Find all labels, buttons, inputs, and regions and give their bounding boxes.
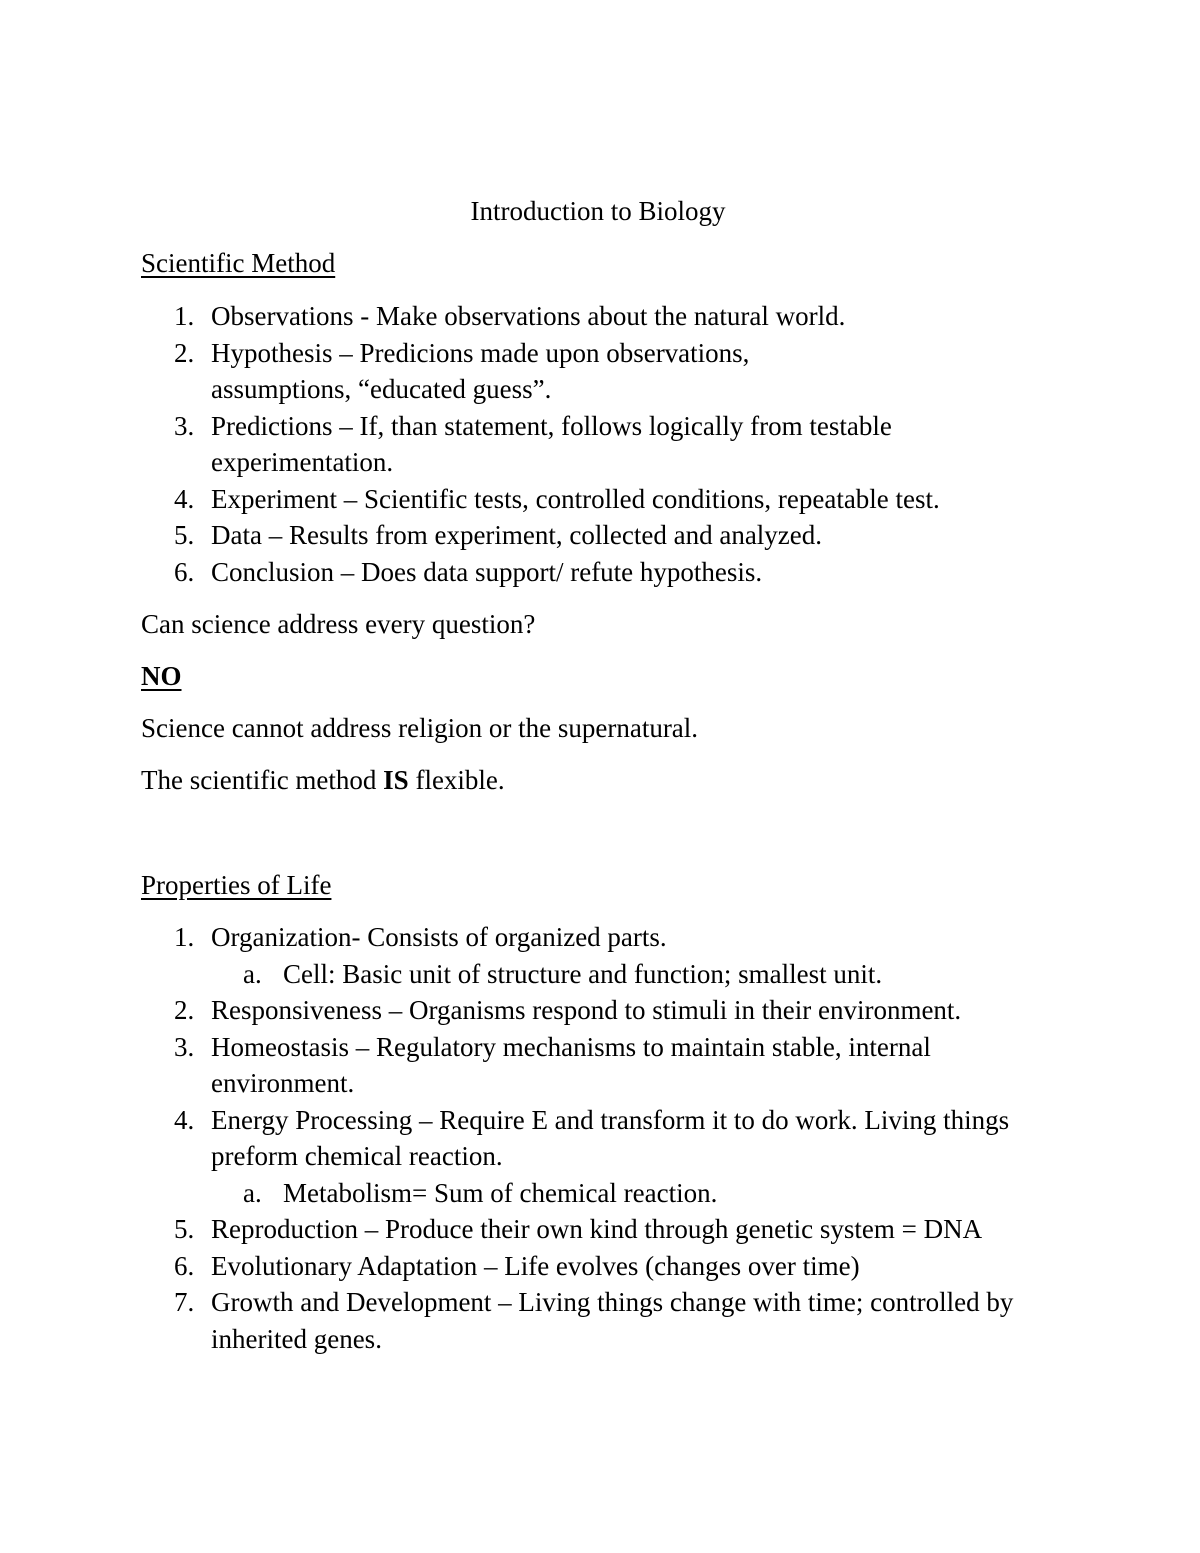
list-item	[0, 1211, 1060, 1248]
list-item	[0, 1029, 1060, 1102]
list-item	[0, 408, 1060, 481]
page-title: Introduction to Biology	[470, 196, 726, 226]
list-item-number: 4.	[174, 483, 195, 514]
list-item-number: 5.	[174, 1214, 195, 1244]
list-item-text: Organization- Consists of organized parts.	[211, 922, 667, 952]
sub-list-item	[211, 1175, 1010, 1212]
flexible-text-after: flexible.	[408, 765, 505, 795]
list-item-number: 3.	[174, 1031, 195, 1062]
list-item-text: Evolutionary Adaptation – Life evolves (changes over time)	[211, 1250, 860, 1281]
flexible-text-before: The scientific method	[141, 765, 384, 795]
list-item-number: 2.	[174, 337, 195, 368]
list-item-number: 4.	[174, 1104, 195, 1135]
list-item-text: Predictions – If, than statement, follows logically from testable experimentation.	[211, 410, 892, 477]
sub-list-item-text: Cell: Basic unit of structure and function; smallest unit.	[283, 958, 883, 989]
list-item	[0, 554, 1060, 591]
list-item-number: 3.	[174, 410, 195, 441]
list-item-text: Observations - Make observations about the natural world.	[211, 301, 846, 331]
list-item-text: Experiment – Scientific tests, controlled conditions, repeatable test.	[211, 483, 940, 514]
list-item	[0, 919, 1060, 992]
question-text: Can science address every question?	[141, 609, 536, 639]
scientific-method-list	[0, 298, 1060, 590]
flexible-emphasis: IS	[383, 765, 409, 795]
list-item	[0, 335, 1060, 408]
list-item	[0, 1248, 1060, 1285]
list-item	[0, 481, 1060, 518]
answer-text	[141, 658, 182, 695]
list-item	[0, 517, 1060, 554]
list-item	[0, 1102, 1060, 1212]
list-item-number: 1.	[174, 301, 195, 331]
list-item-number: 5.	[174, 520, 195, 550]
properties-of-life-list	[0, 919, 1060, 1357]
religion-statement: Science cannot address religion or the supernatural.	[141, 713, 699, 743]
list-item	[0, 1284, 1060, 1357]
list-item-text: Hypothesis – Predicions made upon observations, assumptions, “educated guess”.	[211, 337, 750, 404]
sub-list-item-letter: a.	[243, 1177, 262, 1208]
list-item-text: Reproduction – Produce their own kind through genetic system = DNA	[211, 1214, 983, 1244]
answer-no: NO	[141, 661, 182, 691]
sub-list-item-text: Metabolism= Sum of chemical reaction.	[283, 1177, 718, 1208]
list-item-text: Data – Results from experiment, collected and analyzed.	[211, 520, 823, 550]
section-heading-scientific-method: Scientific Method	[141, 248, 336, 278]
list-item-number: 6.	[174, 1250, 195, 1281]
list-item-text: Conclusion – Does data support/ refute hypothesis.	[211, 556, 763, 587]
sub-list	[211, 956, 1060, 993]
flexible-statement	[141, 762, 505, 799]
list-item-text: Homeostasis – Regulatory mechanisms to maintain stable, internal environment.	[211, 1031, 931, 1098]
list-item	[0, 298, 1060, 335]
list-item-number: 1.	[174, 922, 195, 952]
list-item-text: Energy Processing – Require E and transform it to do work. Living things preform chemical reaction.	[211, 1104, 1010, 1171]
list-item-number: 7.	[174, 1287, 195, 1317]
list-item-number: 2.	[174, 995, 195, 1025]
sub-list-item-letter: a.	[243, 958, 262, 989]
section-heading-properties-of-life: Properties of Life	[141, 870, 332, 900]
sub-list	[211, 1175, 1010, 1212]
list-item-text: Growth and Development – Living things change with time; controlled by inherited genes.	[211, 1287, 1014, 1354]
list-item-text: Responsiveness – Organisms respond to stimuli in their environment.	[211, 995, 962, 1025]
list-item	[0, 992, 1060, 1029]
sub-list-item	[211, 956, 1060, 993]
list-item-number: 6.	[174, 556, 195, 587]
